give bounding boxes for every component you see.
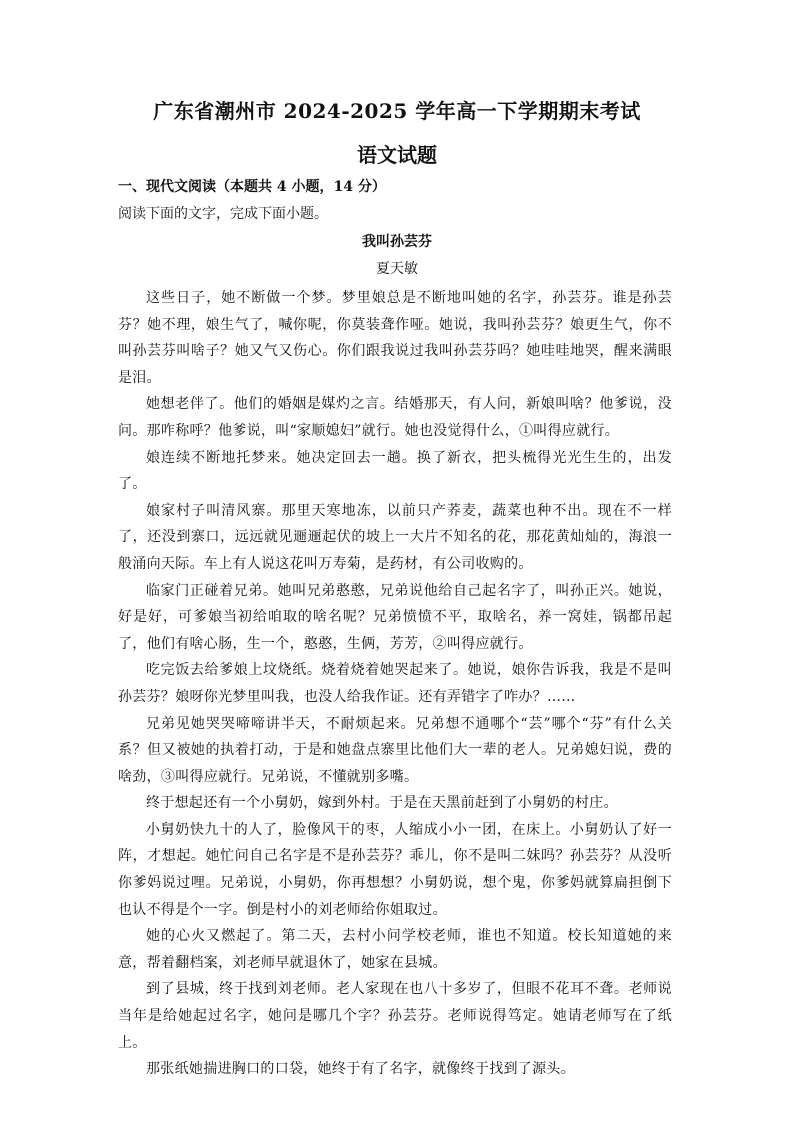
article-paragraph: 兄弟见她哭哭啼啼讲半天，不耐烦起来。兄弟想不通哪个“芸”哪个“芬”有什么关系？但又被她的执着打动，于是和她盘点寨里比他们大一辈的老人。兄弟媳妇说，费的啥劲，③叫得应就行。兄弟说，不懂就别多嘴。 [118,715,672,785]
article-paragraph: 这些日子，她不断做一个梦。梦里娘总是不断地叫她的名字，孙芸芬。谁是孙芸芬？她不理，娘生气了，喊你呢，你莫装聋作哑。她说，我叫孙芸芬？娘更生气，你不叫孙芸芬叫啥子？她又气又伤心。你们跟我说过我叫孙芸芬吗？她哇哇地哭，醒来满眼是泪。 [118,290,672,386]
article-paragraph: 她的心火又燃起了。第二天，去村小问学校老师，谁也不知道。校长知道她的来意，帮着翻档案，刘老师早就退休了，她家在县城。 [118,928,672,971]
article-paragraph: 那张纸她揣进胸口的口袋，她终于有了名字，就像终于找到了源头。 [146,1061,575,1078]
article-paragraph: 小舅奶快九十的人了，脸像风干的枣，人缩成小小一团，在床上。小舅奶认了好一阵，才想起。她忙问自己名字是不是孙芸芬？乖儿，你不是叫二妹吗？孙芸芬？从没听你爹妈说过哩。兄弟说，小舅奶，你再想想？小舅奶说，想个鬼，你爹妈就算扁担倒下也认不得是个一字。倒是村小的刘老师给你姐取过。 [118,821,672,918]
article-author: 夏天敏 [376,261,418,277]
section-instruction: 阅读下面的文字，完成下面小题。 [118,206,328,222]
exam-title: 广东省潮州市 2024-2025 学年高一下学期期末考试 [153,99,641,123]
article-paragraph: 娘家村子叫清风寨。那里天寒地冻，以前只产荞麦，蔬菜也种不出。现在不一样了，还没到寨口，远远就见逦逦起伏的坡上一大片不知名的花，那花黄灿灿的，海浪一般涌向天际。车上有人说这花叫万寿菊，是药材，有公司收购的。 [118,502,672,572]
section-heading: 一、现代文阅读（本题共 4 小题，14 分） [118,179,386,195]
article-paragraph: 吃完饭去给爹娘上坟烧纸。烧着烧着她哭起来了。她说，娘你告诉我，我是不是叫孙芸芬？娘呀你光梦里叫我，也没人给我作证。还有弄错字了咋办？…… [118,662,672,705]
article-paragraph: 临家门正碰着兄弟。她叫兄弟憨憨，兄弟说他给自己起名字了，叫孙正兴。她说，好是好，可爹娘当初给咱取的啥名呢？兄弟愤愤不平，取啥名，养一窝娃，锅都吊起了，他们有啥心肠，生一个，憨憨，生俩，芳芳，②叫得应就行。 [118,582,672,652]
article-title: 我叫孙芸芬 [362,234,432,250]
article-body [118,285,672,1083]
article-paragraph: 她想老伴了。他们的婚姻是媒灼之言。结婚那天，有人问，新娘叫啥？他爹说，没问。那咋称呼？他爹说，叫“家顺媳妇”就行。她也没觉得什么，①叫得应就行。 [118,396,672,439]
exam-subtitle: 语文试题 [357,143,437,167]
article-paragraph: 终于想起还有一个小舅奶，嫁到外村。于是在天黑前赶到了小舅奶的村庄。 [146,795,618,812]
article-paragraph: 娘连续不断地托梦来。她决定回去一趟。换了新衣，把头梳得光光生生的，出发了。 [118,449,672,493]
article-paragraph: 到了县城，终于找到刘老师。老人家现在也八十多岁了，但眼不花耳不聋。老师说当年是给她起过名字，她问是哪几个字？孙芸芬。老师说得笃定。她请老师写在了纸上。 [118,981,672,1051]
